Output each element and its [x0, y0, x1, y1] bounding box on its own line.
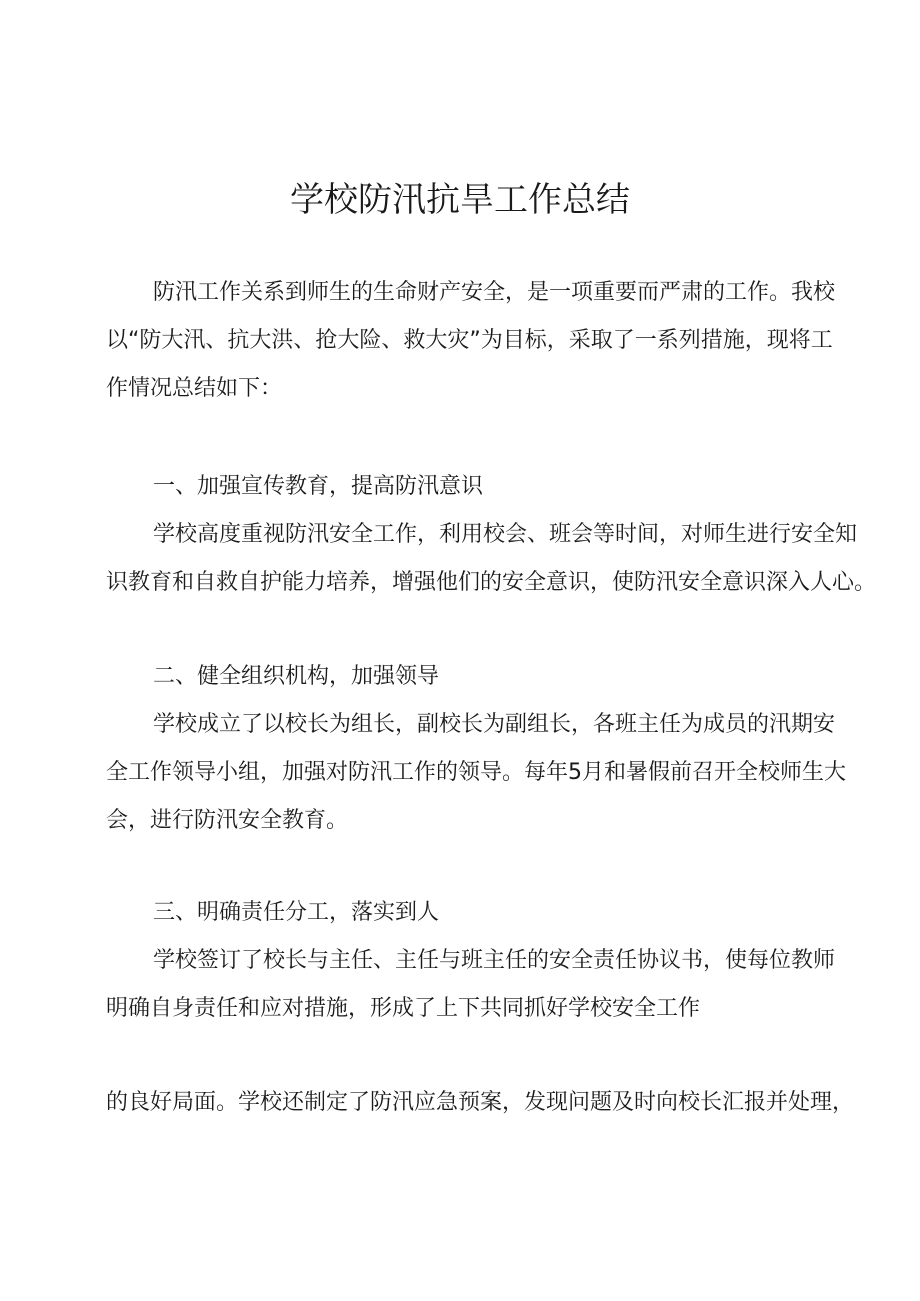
intro-line-2: 以“防大汛、抗大洪、抢大险、救大灾”为目标，采取了一系列措施，现将工 [106, 328, 833, 353]
section-1-line-2: 识教育和自救自护能力培养，增强他们的安全意识，使防汛安全意识深入人心。 [106, 570, 877, 595]
section-2-line-3: 会，进行防汛安全教育。 [106, 808, 349, 833]
section-3-line-2: 明确自身责任和应对措施，形成了上下共同抓好学校安全工作 [106, 996, 701, 1021]
section-2-line-2: 全工作领导小组，加强对防汛工作的领导。每年5月和暑假前召开全校师生大 [106, 760, 846, 785]
section-3-line-1: 学校签订了校长与主任、主任与班主任的安全责任协议书，使每位教师 [153, 948, 836, 973]
section-heading-3: 三、明确责任分工，落实到人 [153, 900, 440, 925]
section-2-line-1: 学校成立了以校长为组长，副校长为副组长，各班主任为成员的汛期安 [153, 712, 836, 737]
intro-line-3: 作情况总结如下： [106, 376, 283, 401]
document-title: 学校防汛抗旱工作总结 [290, 180, 630, 220]
section-3-line-3: 的良好局面。学校还制定了防汛应急预案，发现问题及时向校长汇报并处理， [106, 1090, 855, 1115]
section-1-line-1: 学校高度重视防汛安全工作，利用校会、班会等时间，对师生进行安全知 [153, 522, 858, 547]
intro-line-1: 防汛工作关系到师生的生命财产安全，是一项重要而严肃的工作。我校 [153, 280, 836, 305]
section-heading-1: 一、加强宣传教育，提高防汛意识 [153, 474, 484, 499]
section-heading-2: 二、健全组织机构，加强领导 [153, 664, 440, 689]
